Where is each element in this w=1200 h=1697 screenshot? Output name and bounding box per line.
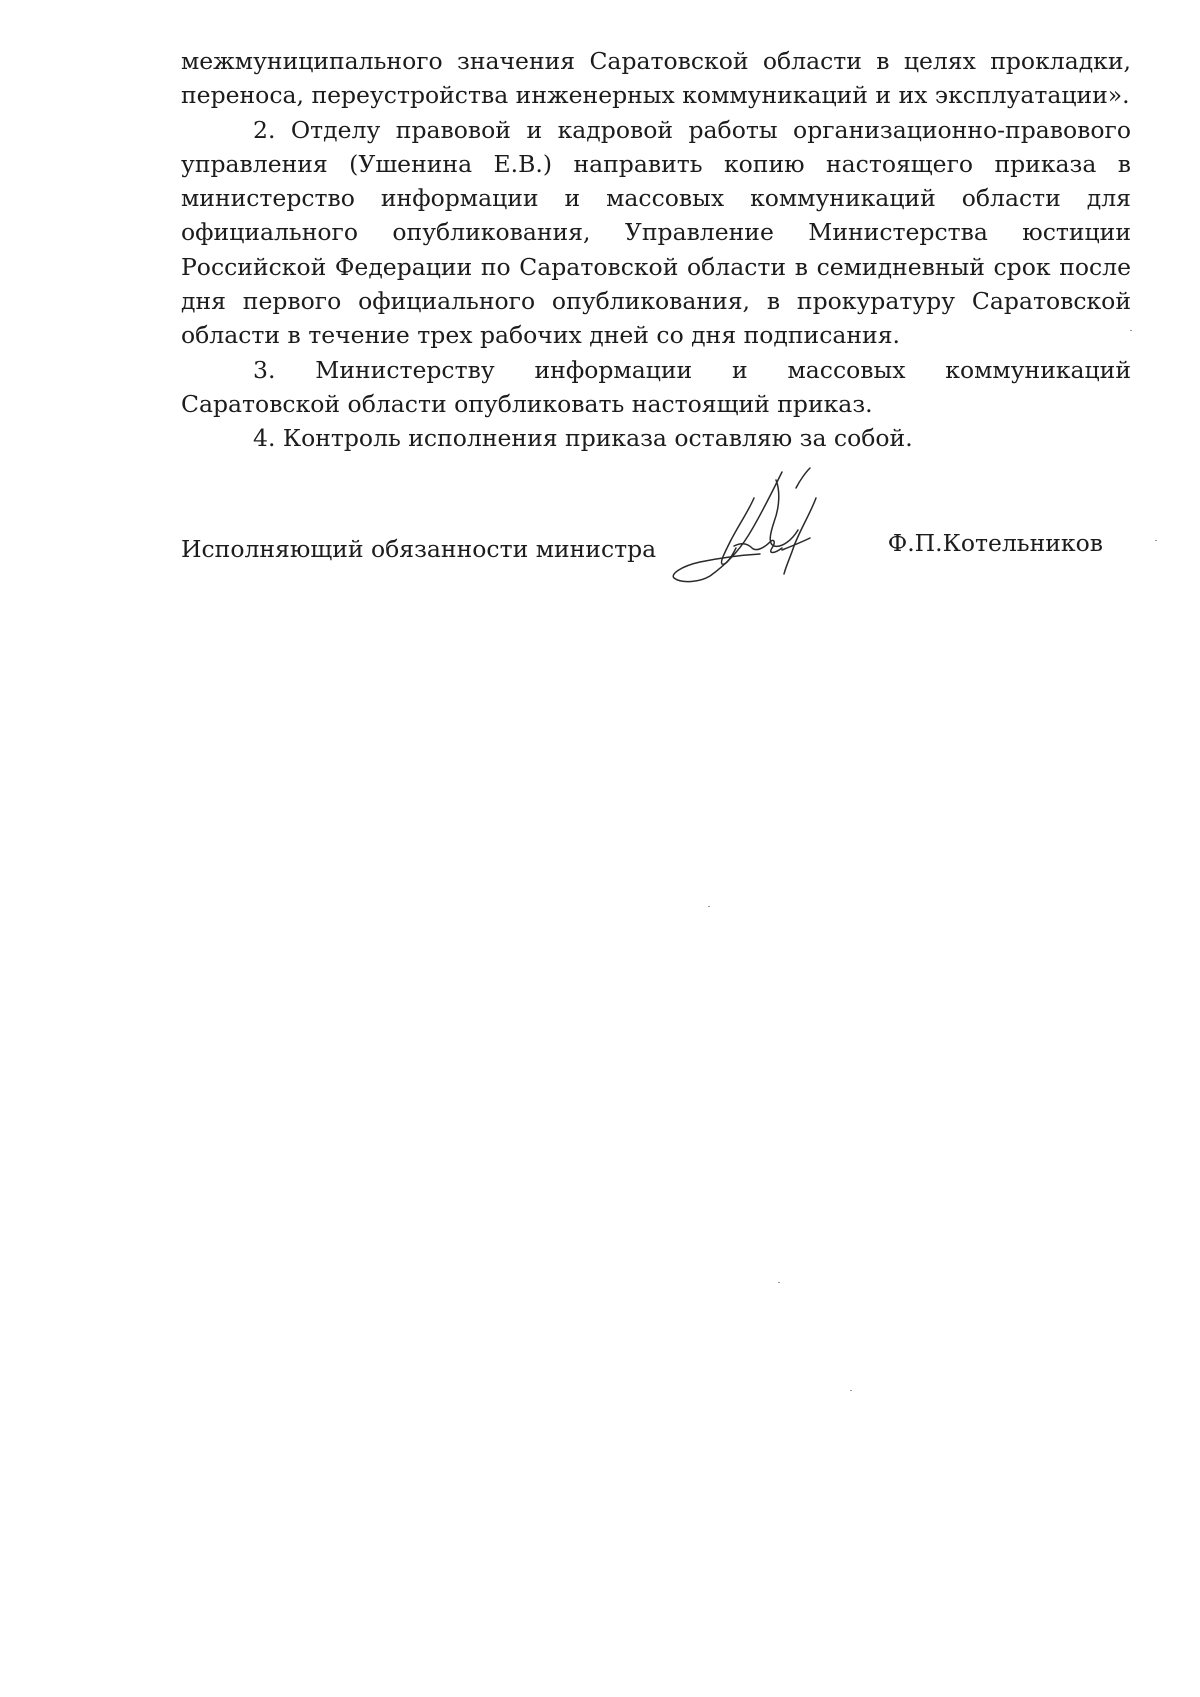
handwritten-signature xyxy=(660,462,890,597)
signatory-title: Исполняющий обязанности министра xyxy=(181,535,657,563)
scan-speck xyxy=(1155,540,1157,541)
paragraph-item-2: 2. Отделу правовой и кадровой работы организационно-правового управления (Ушенина Е.В.) направить копию настоящего приказа в министерство информации и массовых коммуникаций области для официального опубликования, Управление Министерства юстиции Российской Федерации по Саратовской области в семидневный срок после дня первого официального опубликования, в прокуратуру Саратовской области в течение трех рабочих дней со дня подписания. xyxy=(181,115,1131,350)
scan-speck xyxy=(778,1282,780,1283)
document-body xyxy=(181,44,1131,456)
scan-speck xyxy=(1130,330,1132,331)
paragraph-continuation: межмуниципального значения Саратовской области в целях прокладки, переноса, переустройства инженерных коммуникаций и их эксплуатации». xyxy=(181,47,1131,110)
scan-speck xyxy=(850,1390,852,1391)
signature-block xyxy=(181,529,1131,575)
signatory-name: Ф.П.Котельников xyxy=(887,529,1103,557)
paragraph-item-4: 4. Контроль исполнения приказа оставляю за собой. xyxy=(253,424,913,453)
scan-speck xyxy=(708,906,710,907)
paragraph-item-3: 3. Министерству информации и массовых коммуникаций Саратовской области опубликовать настоящий приказ. xyxy=(181,355,1131,418)
